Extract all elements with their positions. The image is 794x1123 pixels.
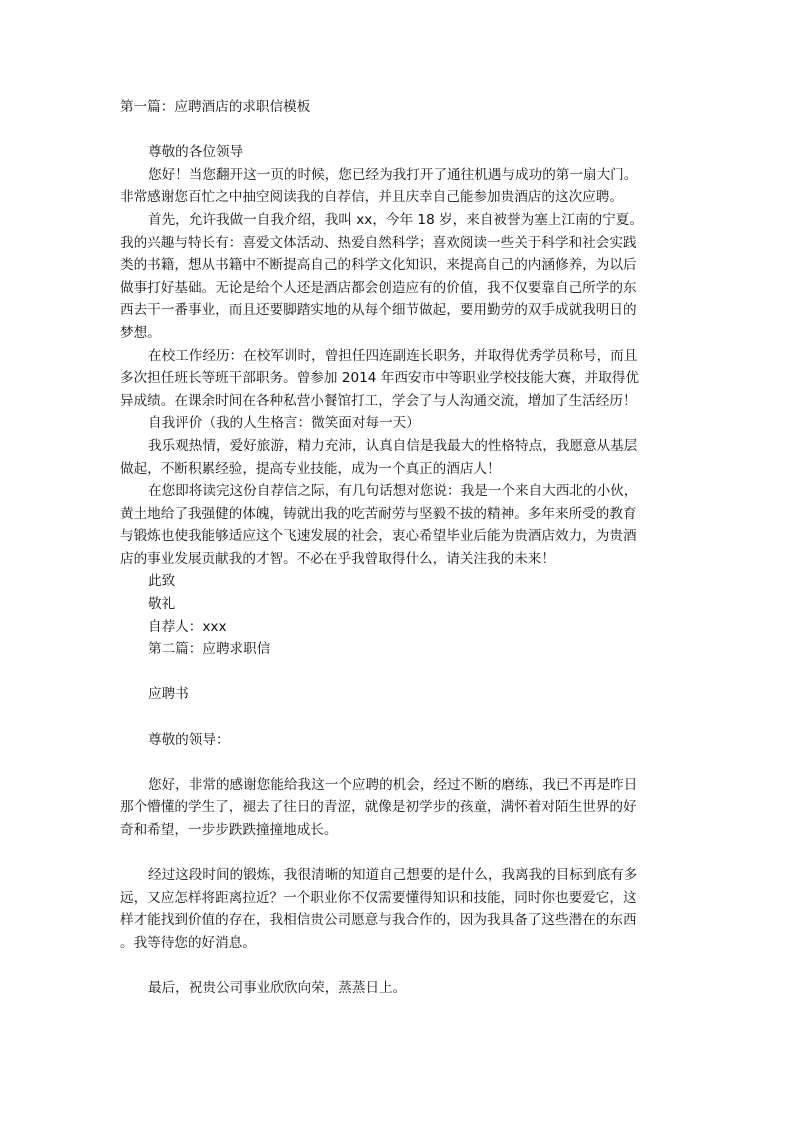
- article1-line: 我的兴趣与特长有：喜爱文体活动、热爱自然科学；喜欢阅读一些关于科学和社会实践: [120, 234, 637, 251]
- article2-heading: 应聘书: [148, 686, 189, 703]
- article1-salutation: 尊敬的各位领导: [148, 144, 244, 161]
- article2-closing: 最后，祝贵公司事业欣欣向荣，蒸蒸日上。: [148, 980, 407, 997]
- article1-line: 多次担任班长等班干部职务。曾参加 2014 年西安市中等职业学校技能大赛，并取得优: [120, 370, 640, 387]
- article1-closing: 敬礼: [148, 596, 176, 613]
- article1-line: 做起，不断积累经验，提高专业技能，成为一个真正的酒店人！: [120, 460, 501, 477]
- article1-line: 我乐观热情，爱好旅游，精力充沛，认真自信是我最大的性格特点，我愿意从基层: [148, 437, 638, 454]
- document-page: [120, 96, 680, 1000]
- article1-line: 在校工作经历：在校军训时，曾担任四连副连长职务，并取得优秀学员称号，而且: [148, 347, 638, 364]
- article2-para1-line: 您好，非常的感谢您能给我这一个应聘的机会，经过不断的磨练，我已不再是昨日: [148, 776, 638, 793]
- article1-signature: 自荐人：xxx: [148, 618, 227, 635]
- article1-closing: 此致: [148, 573, 176, 590]
- article1-line: 梦想。: [120, 324, 161, 341]
- article1-line: 西去干一番事业，而且还要脚踏实地的从每个细节做起，要用勤劳的双手成就我明日的: [120, 302, 637, 319]
- article2-salutation: 尊敬的领导：: [148, 731, 230, 748]
- article1-line: 黄土地给了我强健的体魄，铸就出我的吃苦耐劳与坚毅不拔的精神。多年来所受的教育: [120, 505, 637, 522]
- article2-para2-line: 样才能找到价值的存在，我相信贵公司愿意与我合作的，因为我具备了这些潜在的东西: [120, 912, 637, 929]
- article1-line: 类的书籍，想从书籍中不断提高自己的科学文化知识，来提高自己的内涵修养，为以后: [120, 257, 637, 274]
- article2-para2-line: 经过这段时间的锻炼，我很清晰的知道自己想要的是什么，我离我的目标到底有多: [148, 867, 638, 884]
- article1-line: 做事打好基础。无论是给个人还是酒店都会创造应有的价值，我不仅要靠自己所学的东: [120, 279, 637, 296]
- article1-line: 异成绩。在课余时间在各种私营小餐馆打工，学会了与人沟通交流，增加了生活经历！: [120, 392, 637, 409]
- article1-line: 首先，允许我做一自我介绍，我叫 xx，今年 18 岁，来自被誉为塞上江南的宁夏。: [148, 211, 643, 228]
- article1-line: 您好！当您翻开这一页的时候，您已经为我打开了通往机遇与成功的第一扇大门。: [148, 166, 638, 183]
- article1-line: 与锻炼也使我能够适应这个飞速发展的社会，衷心希望毕业后能为贵酒店效力，为贵酒: [120, 528, 637, 545]
- article1-title: 第一篇：应聘酒店的求职信模板: [120, 99, 311, 115]
- article1-line: 店的事业发展贡献我的才智。不必在乎我曾取得什么，请关注我的未来！: [120, 550, 555, 567]
- article1-line: 在您即将读完这份自荐信之际，有几句话想对您说：我是一个来自大西北的小伙，: [148, 483, 638, 500]
- article2-title: 第二篇：应聘求职信: [148, 641, 271, 658]
- article1-line: 非常感谢您百忙之中抽空阅读我的自荐信，并且庆幸自己能参加贵酒店的这次应聘。: [120, 189, 623, 206]
- article2-para1-line: 奇和希望，一步步跌跌撞撞地成长。: [120, 822, 338, 838]
- article2-para1-line: 那个懵懂的学生了，褪去了往日的青涩，就像是初学步的孩童，满怀着对陌生世界的好: [120, 799, 637, 816]
- article2-para2-line: 远，又应怎样将距离拉近？一个职业你不仅需要懂得知识和技能，同时你也要爱它，这: [120, 889, 637, 906]
- article2-para2-line: 。我等待您的好消息。: [120, 934, 256, 951]
- article1-line: 自我评价（我的人生格言：微笑面对每一天）: [148, 415, 420, 432]
